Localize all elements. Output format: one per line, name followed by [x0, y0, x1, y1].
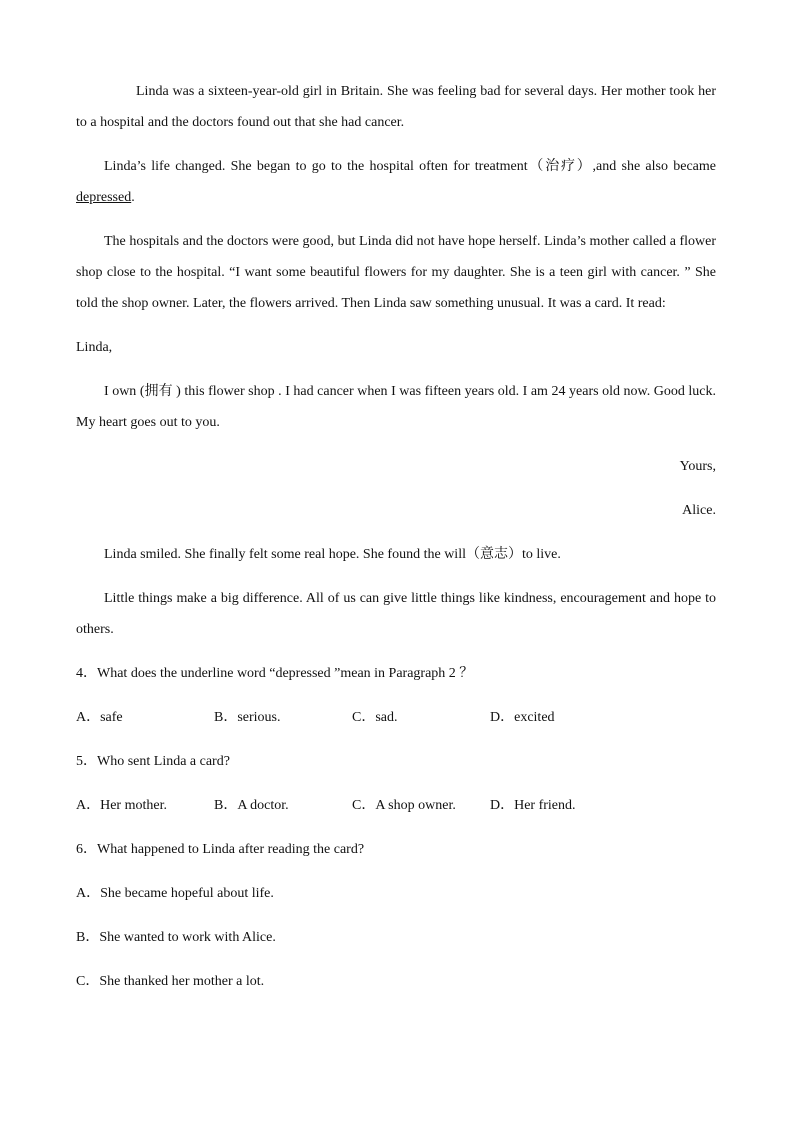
- question-6-stem: 6．What happened to Linda after reading the card?: [76, 842, 365, 857]
- question-5-option-a[interactable]: A．Her mother.: [76, 798, 167, 813]
- paragraph-2-text: Linda’s life changed. She began to go to the hospital often for treatment（治疗）,and she also became: [104, 159, 716, 174]
- passage-paragraph-1: Linda was a sixteen-year-old girl in Britain. She was feeling bad for several days. Her mother took her to a hospital and the doctors found out that she had cancer.: [76, 84, 716, 130]
- question-4-options: [76, 702, 716, 733]
- question-6-option-c[interactable]: C．She thanked her mother a lot.: [76, 974, 265, 989]
- passage-paragraph-2: [76, 151, 716, 213]
- passage-paragraph-4: Linda smiled. She finally felt some real hope. She found the will（意志）to live.: [104, 547, 561, 562]
- passage-paragraph-3: The hospitals and the doctors were good, but Linda did not have hope herself. Linda’s mother called a flower shop close to the hospital. “I want some beautiful flowers for my daughter. She is a teen girl with cancer. ” She told the shop owner. Later, the flowers arrived. Then Linda saw something unusual. It was a card. It read:: [76, 234, 716, 311]
- question-5-option-c[interactable]: C．A shop owner.: [352, 798, 456, 813]
- underlined-word: depressed: [76, 190, 132, 205]
- letter-closing: Yours,: [679, 459, 716, 474]
- question-4-option-a[interactable]: A．safe: [76, 710, 123, 725]
- passage-paragraph-5: Little things make a big difference. All of us can give little things like kindness, encouragement and hope to others.: [76, 591, 716, 637]
- question-6-option-b[interactable]: B．She wanted to work with Alice.: [76, 930, 276, 945]
- letter-salutation: Linda,: [76, 340, 113, 355]
- question-4-option-c[interactable]: C．sad.: [352, 710, 398, 725]
- question-6-option-a[interactable]: A．She became hopeful about life.: [76, 886, 274, 901]
- question-5-option-b[interactable]: B．A doctor.: [214, 798, 289, 813]
- question-5-options: [76, 790, 716, 821]
- question-5-stem: 5．Who sent Linda a card?: [76, 754, 230, 769]
- question-4-stem: 4．What does the underline word “depressed ”mean in Paragraph 2 ？: [76, 666, 474, 681]
- paragraph-2-end: .: [131, 190, 135, 205]
- question-4-option-b[interactable]: B．serious.: [214, 710, 281, 725]
- question-4-option-d[interactable]: D．excited: [490, 710, 555, 725]
- letter-signature: Alice.: [682, 503, 716, 518]
- question-5-option-d[interactable]: D．Her friend.: [490, 798, 576, 813]
- document-page: [76, 76, 716, 1010]
- letter-body: I own (拥有 ) this flower shop . I had cancer when I was fifteen years old. I am 24 years old now. Good luck. My heart goes out to you.: [76, 384, 716, 430]
